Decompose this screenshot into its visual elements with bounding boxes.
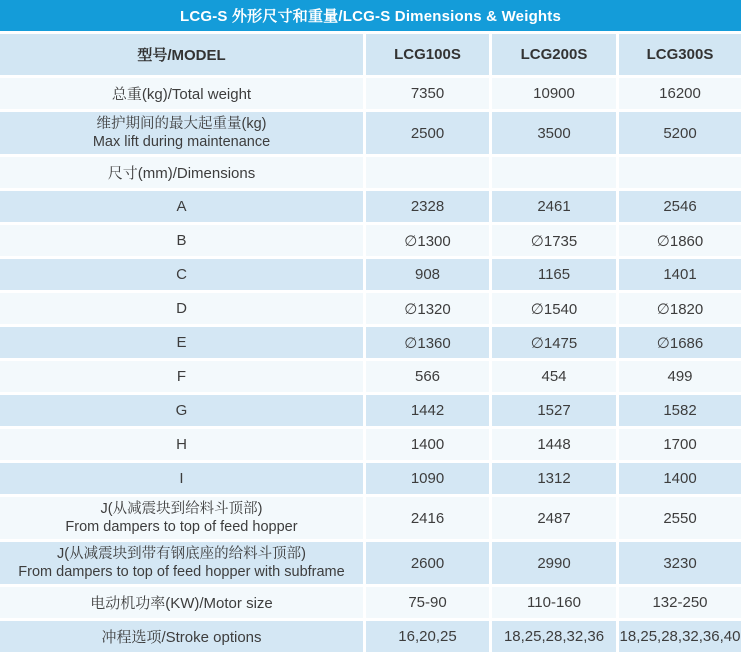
value-cell: 10900	[489, 78, 616, 112]
value-cell: 18,25,28,32,36	[489, 621, 616, 655]
header-row	[0, 34, 741, 78]
value-cell: 75-90	[363, 587, 489, 621]
value-cell: 1582	[616, 395, 741, 429]
table-row	[0, 191, 741, 225]
value-cell: ∅1320	[363, 293, 489, 327]
table-row	[0, 327, 741, 361]
value-cell	[489, 157, 616, 191]
table-row	[0, 293, 741, 327]
value-cell: ∅1860	[616, 225, 741, 259]
value-cell: ∅1360	[363, 327, 489, 361]
value-cell: 3500	[489, 112, 616, 157]
value-cell: 1527	[489, 395, 616, 429]
value-cell	[363, 157, 489, 191]
value-cell: ∅1475	[489, 327, 616, 361]
table-row	[0, 225, 741, 259]
value-cell: 2600	[363, 542, 489, 587]
value-cell: 2461	[489, 191, 616, 225]
value-cell: ∅1820	[616, 293, 741, 327]
value-cell: 2328	[363, 191, 489, 225]
row-label-cell: 冲程选项/Stroke options	[0, 621, 363, 655]
value-cell: 1090	[363, 463, 489, 497]
column-header-cell: LCG300S	[616, 34, 741, 78]
table-row	[0, 361, 741, 395]
row-label-line-en: From dampers to top of feed hopper	[65, 519, 298, 535]
value-cell: 2487	[489, 497, 616, 542]
row-label-cell	[0, 497, 363, 542]
column-header-cell: LCG200S	[489, 34, 616, 78]
table-row	[0, 429, 741, 463]
table-title: LCG-S 外形尺寸和重量/LCG-S Dimensions & Weights	[0, 0, 741, 34]
dimensions-weights-table	[0, 34, 741, 655]
row-label-cell: 总重(kg)/Total weight	[0, 78, 363, 112]
value-cell: 18,25,28,32,36,40	[616, 621, 741, 655]
table-row	[0, 497, 741, 542]
value-cell: 1700	[616, 429, 741, 463]
value-cell: ∅1300	[363, 225, 489, 259]
value-cell: 1165	[489, 259, 616, 293]
column-header-cell: LCG100S	[363, 34, 489, 78]
value-cell	[616, 157, 741, 191]
value-cell: 7350	[363, 78, 489, 112]
table-row	[0, 542, 741, 587]
row-label-cell: D	[0, 293, 363, 327]
row-label-cell	[0, 542, 363, 587]
value-cell: 908	[363, 259, 489, 293]
table-row	[0, 112, 741, 157]
value-cell: 110-160	[489, 587, 616, 621]
value-cell: 1401	[616, 259, 741, 293]
value-cell: 499	[616, 361, 741, 395]
value-cell: 2416	[363, 497, 489, 542]
row-label-cell: B	[0, 225, 363, 259]
row-label-cell: G	[0, 395, 363, 429]
table-row	[0, 463, 741, 497]
row-label-line-cn: 维护期间的最大起重量(kg)	[96, 116, 267, 132]
model-header-cell: 型号/MODEL	[0, 34, 363, 78]
table-body	[0, 78, 741, 655]
value-cell: ∅1686	[616, 327, 741, 361]
value-cell: 1312	[489, 463, 616, 497]
value-cell: 5200	[616, 112, 741, 157]
row-label-cell: C	[0, 259, 363, 293]
value-cell: ∅1540	[489, 293, 616, 327]
value-cell: 566	[363, 361, 489, 395]
value-cell: 2546	[616, 191, 741, 225]
value-cell: 16,20,25	[363, 621, 489, 655]
value-cell: 1442	[363, 395, 489, 429]
value-cell: 1400	[363, 429, 489, 463]
table-row	[0, 621, 741, 655]
value-cell: 2990	[489, 542, 616, 587]
table-row	[0, 157, 741, 191]
value-cell: 3230	[616, 542, 741, 587]
row-label-line-en: Max lift during maintenance	[92, 134, 271, 150]
row-label-line-cn: J(从减震块到给料斗顶部)	[100, 501, 263, 517]
table-row	[0, 259, 741, 293]
value-cell: 1400	[616, 463, 741, 497]
table-row	[0, 587, 741, 621]
value-cell: ∅1735	[489, 225, 616, 259]
row-label-cell: F	[0, 361, 363, 395]
value-cell: 132-250	[616, 587, 741, 621]
row-label-cell: H	[0, 429, 363, 463]
row-label-line-en: From dampers to top of feed hopper with subframe	[18, 564, 345, 580]
row-label-cell: E	[0, 327, 363, 361]
value-cell: 2550	[616, 497, 741, 542]
table-row	[0, 78, 741, 112]
table-row	[0, 395, 741, 429]
value-cell: 16200	[616, 78, 741, 112]
row-label-cell: 尺寸(mm)/Dimensions	[0, 157, 363, 191]
row-label-cell: 电动机功率(KW)/Motor size	[0, 587, 363, 621]
value-cell: 2500	[363, 112, 489, 157]
value-cell: 454	[489, 361, 616, 395]
row-label-cell: A	[0, 191, 363, 225]
row-label-cell: I	[0, 463, 363, 497]
value-cell: 1448	[489, 429, 616, 463]
row-label-line-cn: J(从减震块到带有钢底座的给料斗顶部)	[57, 546, 306, 562]
row-label-cell	[0, 112, 363, 157]
